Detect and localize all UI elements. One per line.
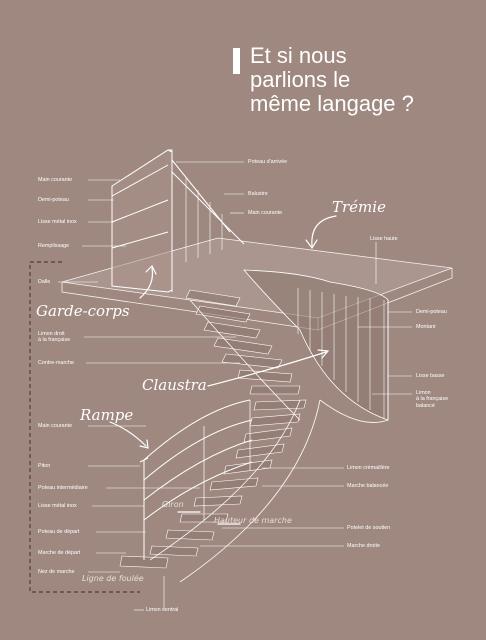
- label-piton: Piton: [38, 463, 51, 469]
- label-poteau-intermediaire: Poteau intermédiaire: [38, 485, 88, 491]
- label-lisse-basse: Lisse basse: [416, 373, 445, 379]
- title-line-1: Et si nous: [250, 43, 347, 68]
- label-giron: Giron: [162, 500, 184, 509]
- lower-stairs: [120, 400, 306, 568]
- label-marche-droite: Marche droite: [347, 543, 380, 549]
- label-dalle: Dalle: [38, 279, 51, 285]
- label-garde-corps: Garde-corps: [36, 302, 130, 320]
- label-demi-poteau-left: Demi-poteau: [38, 197, 69, 203]
- label-tremie: Trémie: [332, 198, 386, 216]
- page-title: [250, 44, 480, 116]
- label-limon-balance: Limon à la française balancé: [416, 390, 449, 409]
- label-main-courante-rampe: Main courante: [38, 423, 73, 429]
- label-potelet-soutien: Potelet de soutien: [347, 525, 391, 531]
- label-limon-droit: Limon droit à la française: [38, 331, 71, 344]
- label-contre-marche: Contre-marche: [38, 360, 74, 366]
- label-marche-balancee: Marche balancée: [347, 483, 389, 489]
- label-ligne-foulee: Ligne de foulée: [82, 574, 144, 583]
- title-accent-bar: [233, 48, 240, 74]
- title-line-3: même langage ?: [250, 91, 414, 116]
- label-balustre: Balustre: [248, 191, 268, 197]
- label-poteau-depart: Poteau de départ: [38, 529, 80, 535]
- label-lisse-metal-top: Lisse métal inox: [38, 219, 77, 225]
- label-demi-poteau-right: Demi-poteau: [416, 309, 447, 315]
- label-lisse-haute: Lisse haute: [370, 236, 398, 242]
- label-main-courante-right: Main courante: [248, 210, 283, 216]
- label-marche-depart: Marche de départ: [38, 550, 81, 556]
- label-poteau-arrivee: Poteau d'arrivée: [248, 159, 288, 165]
- label-montant: Montant: [416, 324, 436, 330]
- label-main-courante-top: Main courante: [38, 177, 73, 183]
- label-lisse-metal-rampe: Lisse métal inox: [38, 503, 77, 509]
- arrow-rampe: [110, 422, 146, 446]
- label-hauteur-marche: Hauteur de marche: [214, 516, 292, 525]
- title-line-2: parlions le: [250, 67, 351, 92]
- label-rampe: Rampe: [80, 406, 134, 424]
- label-nez-marche: Nez de marche: [38, 569, 75, 575]
- label-limon-central: Limon central: [146, 607, 179, 613]
- label-claustra: Claustra: [142, 376, 207, 394]
- label-limon-cremaillere: Limon crémaillère: [347, 465, 390, 471]
- label-remplissage: Remplissage: [38, 243, 70, 249]
